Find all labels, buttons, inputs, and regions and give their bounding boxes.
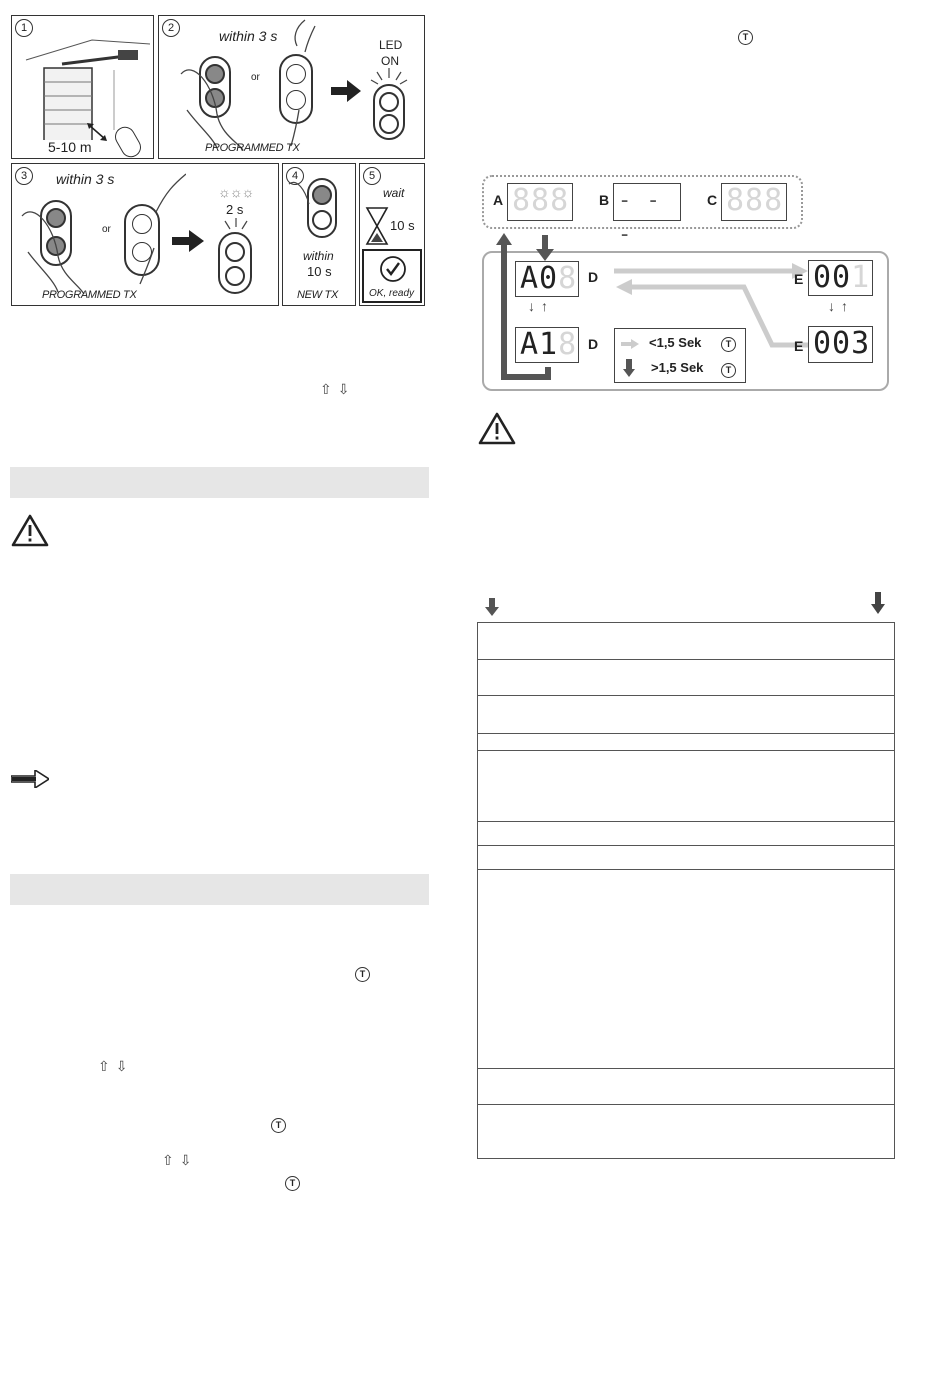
label-c: C [707,192,718,208]
label-d-top: D [588,269,599,285]
blink-icon: ☼☼☼ [218,184,254,200]
blink-time-label: 2 s [226,202,244,217]
display-b: - - - [613,183,681,221]
hand-illustration [177,54,247,150]
up-down-arrows [162,1152,197,1169]
distance-label: 5-10 m [48,139,92,155]
checkmark-icon [379,255,407,283]
note-arrow-icon [11,770,49,788]
up-down-arrows [98,1058,133,1075]
within-label: within 3 s [56,171,115,187]
warning-icon [478,412,516,445]
led-state-label: ON [381,54,399,68]
step-5-panel [359,163,425,306]
table-row [478,1105,895,1159]
label-d-bottom: D [588,336,599,352]
warning-icon [11,514,49,547]
time-label: 10 s [307,264,332,279]
display-a1: A18 [515,327,579,363]
down-arrow-icon [871,592,885,614]
ok-ready-label: OK, ready [369,288,415,299]
table-row [478,870,895,1069]
down-arrow-icon: ⇩ [115,1058,134,1074]
right-arrow-icon [331,80,361,102]
within-label: within 3 s [219,28,278,44]
legend-box [614,328,746,383]
t-button-icon: T [721,334,736,352]
display-a0: A08 [515,261,579,297]
up-arrow-icon: ⇧ [162,1152,180,1168]
right-arrow-icon [172,230,204,252]
table-row [478,822,895,846]
down-arrow-icon: ⇩ [337,381,356,397]
step-2-panel [158,15,425,159]
t-button-icon: T [271,1115,286,1133]
step-number: 4 [286,167,304,185]
hourglass-icon [365,206,389,246]
label-e-top: E [794,271,804,287]
step-number: 1 [15,19,33,37]
display-a: 888 [507,183,573,221]
wait-label: wait [383,186,405,200]
legend-long-label: >1,5 Sek [651,360,704,375]
light-arrow-icon [621,339,639,349]
up-arrow-icon: ⇧ [320,381,338,397]
or-label: or [251,72,260,83]
hand-illustration [287,174,317,234]
down-arrow-icon: ⇩ [179,1152,198,1168]
nav-arrows: ↓↑ [528,298,554,314]
hand-illustration [18,194,90,294]
step-3-panel [11,163,279,306]
label-a: A [493,192,504,208]
down-arrow-icon [485,598,499,616]
label-e-bottom: E [794,338,804,354]
step-number: 3 [15,167,33,185]
table-row [478,1069,895,1105]
table-row [478,751,895,822]
t-button-icon: T [355,964,370,982]
ok-ready-box [362,249,422,303]
step-1-panel [11,15,154,159]
finger-illustration [126,170,186,286]
label-b: B [599,192,610,208]
t-button-icon: T [285,1173,300,1191]
step-4-panel [282,163,356,306]
or-label: or [102,224,111,235]
wait-time-label: 10 s [390,218,415,233]
up-arrow-icon: ⇧ [98,1058,116,1074]
finger-illustration [279,18,319,148]
table-row [478,660,895,696]
programmed-tx-caption: PROGRAMMED TX [205,142,300,154]
t-button-icon: T [721,360,736,378]
remote-control [373,84,405,140]
step-number: 2 [162,19,180,37]
up-down-arrows [320,381,355,398]
section-band [10,467,429,498]
within-label: within [303,249,334,263]
table-row [478,696,895,734]
nav-arrows: ↓↑ [828,298,854,314]
section-band [10,874,429,905]
new-tx-caption: NEW TX [297,289,338,301]
dark-arrow-icon [623,359,635,377]
table-row [478,623,895,660]
display-001: 001 [808,260,873,296]
led-label: LED [379,38,403,52]
programmed-tx-caption: PROGRAMMED TX [42,289,137,301]
legend-short-label: <1,5 Sek [649,335,702,350]
table-row [478,734,895,751]
t-button-icon: T [738,27,753,45]
display-003: 003 [808,326,873,363]
display-c: 888 [721,183,787,221]
step-number: 5 [363,167,381,185]
remote-control [218,232,252,294]
table-row [478,846,895,870]
settings-table [477,622,895,1159]
